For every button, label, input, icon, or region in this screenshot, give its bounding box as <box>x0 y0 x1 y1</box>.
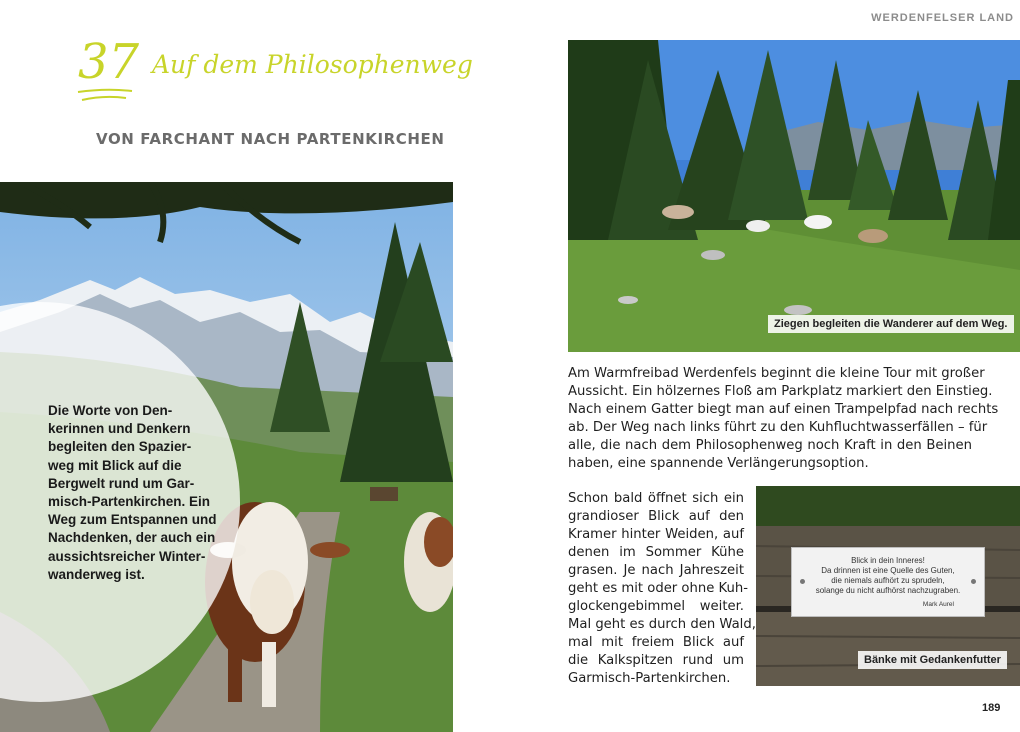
text-line: ab. Der Weg nach links führt zu den Kuhfluchtwasserfällen – für <box>568 420 988 435</box>
intro-line: wanderweg ist. <box>48 566 145 582</box>
tour-title: Auf dem Philosophenweg <box>152 50 473 79</box>
body-paragraph-1 <box>568 365 999 473</box>
text-line: haben, eine spannende Verlängerungsoption. <box>568 456 869 471</box>
text-line: geht es mit oder ohne Kuh- <box>568 581 748 596</box>
intro-line: Weg zum Entspannen und <box>48 512 217 528</box>
text-line: denen im Sommer Kühe <box>568 545 744 560</box>
intro-line: Bergwelt rund um Gar- <box>48 475 195 491</box>
text-line: grandioser Blick auf den <box>568 509 744 524</box>
section-label: WERDENFELSER LAND <box>871 12 1014 24</box>
text-line: grasen. Je nach Jahreszeit <box>568 563 744 578</box>
flourish-underline <box>76 86 136 106</box>
intro-line: aussichtsreicher Winter- <box>48 548 206 564</box>
screw-icon <box>971 579 976 584</box>
subtitle: VON FARCHANT NACH PARTENKIRCHEN <box>96 130 445 148</box>
text-line: Mal geht es durch den Wald, <box>568 617 756 632</box>
bench-caption: Bänke mit Gedankenfutter <box>858 651 1007 669</box>
intro-line: Die Worte von Den- <box>48 403 173 418</box>
plaque-line: Blick in dein Inneres! <box>851 556 925 565</box>
text-line: glockengebimmel weiter. <box>568 599 744 614</box>
intro-line: weg mit Blick auf die <box>48 457 182 473</box>
intro-line: Nachdenken, der auch ein <box>48 530 216 546</box>
plaque-line: solange du nicht aufhörst nachzugraben. <box>815 586 961 595</box>
goats-photo <box>568 40 1020 352</box>
intro-line: begleiten den Spazier- <box>48 439 192 455</box>
screw-icon <box>800 579 805 584</box>
goats-caption: Ziegen begleiten die Wanderer auf dem Weg. <box>768 315 1014 333</box>
intro-line: kerinnen und Denkern <box>48 421 191 437</box>
text-line: Aussicht. Ein hölzernes Floß am Parkplatz markiert den Einstieg. <box>568 384 993 399</box>
quote-plaque <box>791 547 985 617</box>
text-line: Nach einem Gatter biegt man auf einen Trampelpfad nach rechts <box>568 402 999 417</box>
intro-line: misch-Partenkirchen. Ein <box>48 494 211 510</box>
plaque-line: die niemals aufhört zu sprudeln, <box>831 576 945 585</box>
text-line: Kramer hinter Weiden, auf <box>568 527 744 542</box>
text-line: mal mit freiem Blick auf <box>568 635 744 650</box>
text-line: alle, die nach dem Philosophenweg noch Kraft in den Beinen <box>568 438 972 453</box>
page-number: 189 <box>982 702 1001 714</box>
text-line: Am Warmfreibad Werdenfels beginnt die kleine Tour mit großer <box>568 366 985 381</box>
plaque-author: Mark Aurel <box>922 601 954 608</box>
text-line: Schon bald öffnet sich ein <box>568 491 744 506</box>
body-paragraph-2 <box>568 490 756 688</box>
text-line: Garmisch-Partenkirchen. <box>568 671 731 686</box>
text-line: die Kalkspitzen rund um <box>568 653 744 668</box>
tour-number: 37 <box>78 34 140 90</box>
intro-text <box>48 402 228 584</box>
plaque-line: Da drinnen ist eine Quelle des Guten, <box>821 566 955 575</box>
